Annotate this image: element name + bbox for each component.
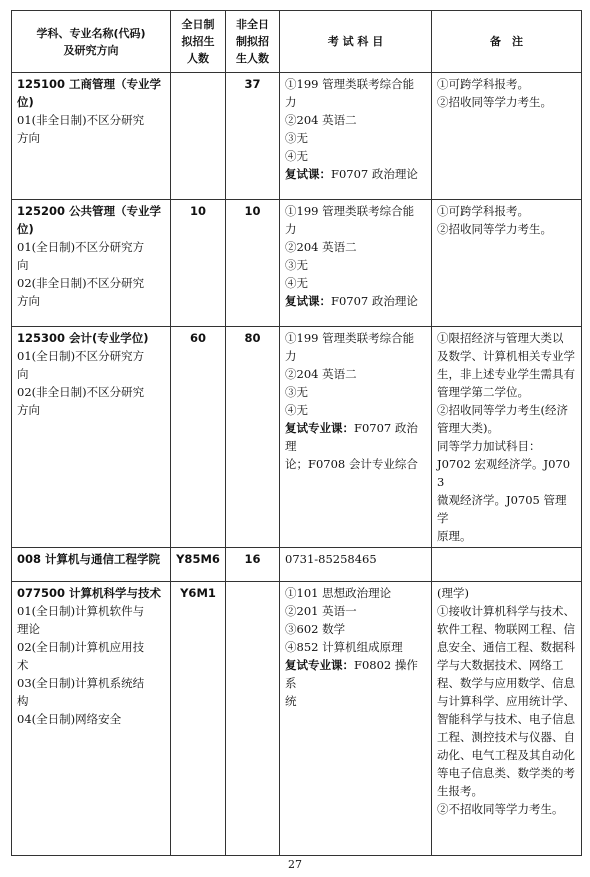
note-line: 与计算科学、应用统计学、 bbox=[437, 694, 575, 708]
exam-line: 力 bbox=[285, 95, 297, 109]
exam-cell bbox=[280, 582, 432, 856]
direction-line: 方向 bbox=[17, 131, 40, 145]
exam-cell bbox=[280, 327, 432, 548]
exam-line: ④无 bbox=[285, 403, 308, 417]
major-title: 125200 公共管理（专业学 bbox=[17, 204, 162, 218]
retest-line: 统 bbox=[285, 694, 297, 708]
exam-line: ④无 bbox=[285, 276, 308, 290]
major-title: 位) bbox=[17, 222, 34, 236]
direction-line: 01(全日制)不区分研究方 bbox=[17, 240, 145, 254]
major-title: 125100 工商管理（专业学 bbox=[17, 77, 162, 91]
major-title: 位) bbox=[17, 95, 34, 109]
note-line: ①可跨学科报考。 bbox=[437, 77, 529, 91]
note-line: (理学) bbox=[437, 586, 469, 600]
parttime-count: 37 bbox=[226, 73, 280, 200]
exam-line: ①199 管理类联考综合能 bbox=[285, 331, 415, 345]
notes-cell bbox=[432, 582, 582, 856]
major-cell bbox=[12, 327, 171, 548]
table-row bbox=[12, 582, 582, 856]
direction-line: 02(非全日制)不区分研究 bbox=[17, 276, 145, 290]
note-line: 学与大数据技术、网络工 bbox=[437, 658, 564, 672]
note-line: 微观经济学。J0705 管理学 bbox=[437, 493, 567, 525]
exam-cell bbox=[280, 200, 432, 327]
retest-line bbox=[285, 656, 426, 692]
exam-line: ③602 数学 bbox=[285, 622, 346, 636]
exam-line: ①101 思想政治理论 bbox=[285, 586, 392, 600]
note-line: 生报考。 bbox=[437, 784, 483, 798]
header-major-line2: 及研究方向 bbox=[63, 43, 119, 57]
exam-line: ②201 英语一 bbox=[285, 604, 357, 618]
exam-line: ④852 计算机组成原理 bbox=[285, 640, 403, 654]
note-line: 工程、测控技术与仪器、自 bbox=[437, 730, 575, 744]
exam-line: 力 bbox=[285, 222, 297, 236]
notes-cell bbox=[432, 200, 582, 327]
exam-line: ②204 英语二 bbox=[285, 367, 357, 381]
retest-text: F0707 政治理论 bbox=[331, 294, 418, 308]
header-fulltime-line2: 拟招生 bbox=[181, 35, 215, 48]
note-line: 生，非上述专业学生需具有 bbox=[437, 367, 575, 381]
exam-line: ③无 bbox=[285, 131, 308, 145]
fulltime-count: 60 bbox=[171, 327, 226, 548]
header-major-line1: 学科、专业名称(代码) bbox=[36, 26, 146, 40]
note-line: 及数学、计算机相关专业学 bbox=[437, 349, 575, 363]
major-cell bbox=[12, 73, 171, 200]
note-line: ①可跨学科报考。 bbox=[437, 204, 529, 218]
header-fulltime-line3: 人数 bbox=[187, 52, 209, 65]
header-parttime-line2: 制拟招 bbox=[236, 35, 269, 48]
header-parttime-line1: 非全日 bbox=[236, 18, 269, 31]
fulltime-count: 10 bbox=[171, 200, 226, 327]
direction-line: 方向 bbox=[17, 403, 40, 417]
major-title: 125300 会计(专业学位) bbox=[17, 331, 149, 345]
fulltime-count bbox=[171, 73, 226, 200]
note-line: 息安全、通信工程、数据科 bbox=[437, 640, 575, 654]
note-line: 等电子信息类、数学类的考 bbox=[437, 766, 575, 780]
exam-line: ③无 bbox=[285, 385, 308, 399]
note-line: 管理大类)。 bbox=[437, 421, 499, 435]
direction-line: 02(全日制)计算机应用技 bbox=[17, 640, 145, 654]
note-line: 智能科学与技术、电子信息 bbox=[437, 712, 575, 726]
note-line: J0702 宏观经济学。J0703 bbox=[437, 457, 571, 489]
fulltime-count: Y6M1 bbox=[171, 582, 226, 856]
school-name: 008 计算机与通信工程学院 bbox=[12, 548, 171, 582]
exam-line: ④无 bbox=[285, 149, 308, 163]
direction-line: 01(全日制)不区分研究方 bbox=[17, 349, 145, 363]
parttime-count: 10 bbox=[226, 200, 280, 327]
retest-line: 论；F0708 会计专业综合 bbox=[285, 457, 418, 471]
note-line: 软件工程、物联网工程、信 bbox=[437, 622, 575, 636]
retest-label: 复试课： bbox=[285, 167, 331, 181]
retest-label: 复试专业课： bbox=[285, 421, 354, 435]
table-row bbox=[12, 327, 582, 548]
direction-line: 03(全日制)计算机系统结 bbox=[17, 676, 145, 690]
note-line: 动化、电气工程及其自动化 bbox=[437, 748, 575, 762]
note-line: ①接收计算机科学与技术、 bbox=[437, 604, 575, 618]
school-notes-empty bbox=[432, 548, 582, 582]
header-parttime-line3: 生人数 bbox=[236, 52, 269, 65]
retest-text: F0802 操作系 bbox=[285, 658, 418, 690]
note-line: ②招收同等学力考生。 bbox=[437, 222, 552, 236]
page-number: 27 bbox=[288, 858, 302, 871]
direction-line: 构 bbox=[17, 694, 29, 708]
direction-line: 01(非全日制)不区分研究 bbox=[17, 113, 145, 127]
exam-line: ①199 管理类联考综合能 bbox=[285, 77, 415, 91]
major-title: 077500 计算机科学与技术 bbox=[17, 586, 162, 600]
exam-cell bbox=[280, 73, 432, 200]
direction-line: 术 bbox=[17, 658, 29, 672]
note-line: ①限招经济与管理大类以 bbox=[437, 331, 564, 345]
school-fulltime: Y85M6 bbox=[171, 548, 226, 582]
table-row bbox=[12, 73, 582, 200]
exam-line: ②204 英语二 bbox=[285, 240, 357, 254]
header-major bbox=[12, 11, 171, 73]
direction-line: 04(全日制)网络安全 bbox=[17, 712, 122, 726]
direction-line: 理论 bbox=[17, 622, 40, 636]
direction-line: 方向 bbox=[17, 294, 40, 308]
parttime-count bbox=[226, 582, 280, 856]
school-phone: 0731-85258465 bbox=[280, 548, 432, 582]
notes-cell bbox=[432, 73, 582, 200]
school-parttime: 16 bbox=[226, 548, 280, 582]
exam-line: 力 bbox=[285, 349, 297, 363]
retest-line bbox=[285, 165, 426, 183]
note-line: ②招收同等学力考生(经济 bbox=[437, 403, 568, 417]
major-cell bbox=[12, 582, 171, 856]
direction-line: 向 bbox=[17, 367, 29, 381]
note-line: ②招收同等学力考生。 bbox=[437, 95, 552, 109]
note-line: 程、数学与应用数学、信息 bbox=[437, 676, 575, 690]
school-row bbox=[12, 548, 582, 582]
table-header-row bbox=[12, 11, 582, 73]
header-fulltime-line1: 全日制 bbox=[181, 18, 215, 31]
retest-label: 复试专业课： bbox=[285, 658, 354, 672]
table-row bbox=[12, 200, 582, 327]
retest-label: 复试课： bbox=[285, 294, 331, 308]
major-cell bbox=[12, 200, 171, 327]
exam-line: ②204 英语二 bbox=[285, 113, 357, 127]
exam-line: ③无 bbox=[285, 258, 308, 272]
note-line: 同等学力加试科目： bbox=[437, 439, 541, 453]
header-exams: 考 试 科 目 bbox=[280, 11, 432, 73]
header-fulltime bbox=[171, 11, 226, 73]
note-line: ②不招收同等学力考生。 bbox=[437, 802, 564, 816]
retest-line bbox=[285, 419, 426, 455]
retest-text: F0707 政治理 bbox=[285, 421, 418, 453]
retest-text: F0707 政治理论 bbox=[331, 167, 418, 181]
note-line: 原理。 bbox=[437, 529, 472, 543]
admission-plan-table bbox=[11, 10, 582, 856]
direction-line: 向 bbox=[17, 258, 29, 272]
parttime-count: 80 bbox=[226, 327, 280, 548]
header-parttime bbox=[226, 11, 280, 73]
direction-line: 01(全日制)计算机软件与 bbox=[17, 604, 145, 618]
direction-line: 02(非全日制)不区分研究 bbox=[17, 385, 145, 399]
retest-line bbox=[285, 292, 426, 310]
exam-line: ①199 管理类联考综合能 bbox=[285, 204, 415, 218]
notes-cell bbox=[432, 327, 582, 548]
note-line: 管理学第二学位。 bbox=[437, 385, 529, 399]
header-notes: 备 注 bbox=[432, 11, 582, 73]
